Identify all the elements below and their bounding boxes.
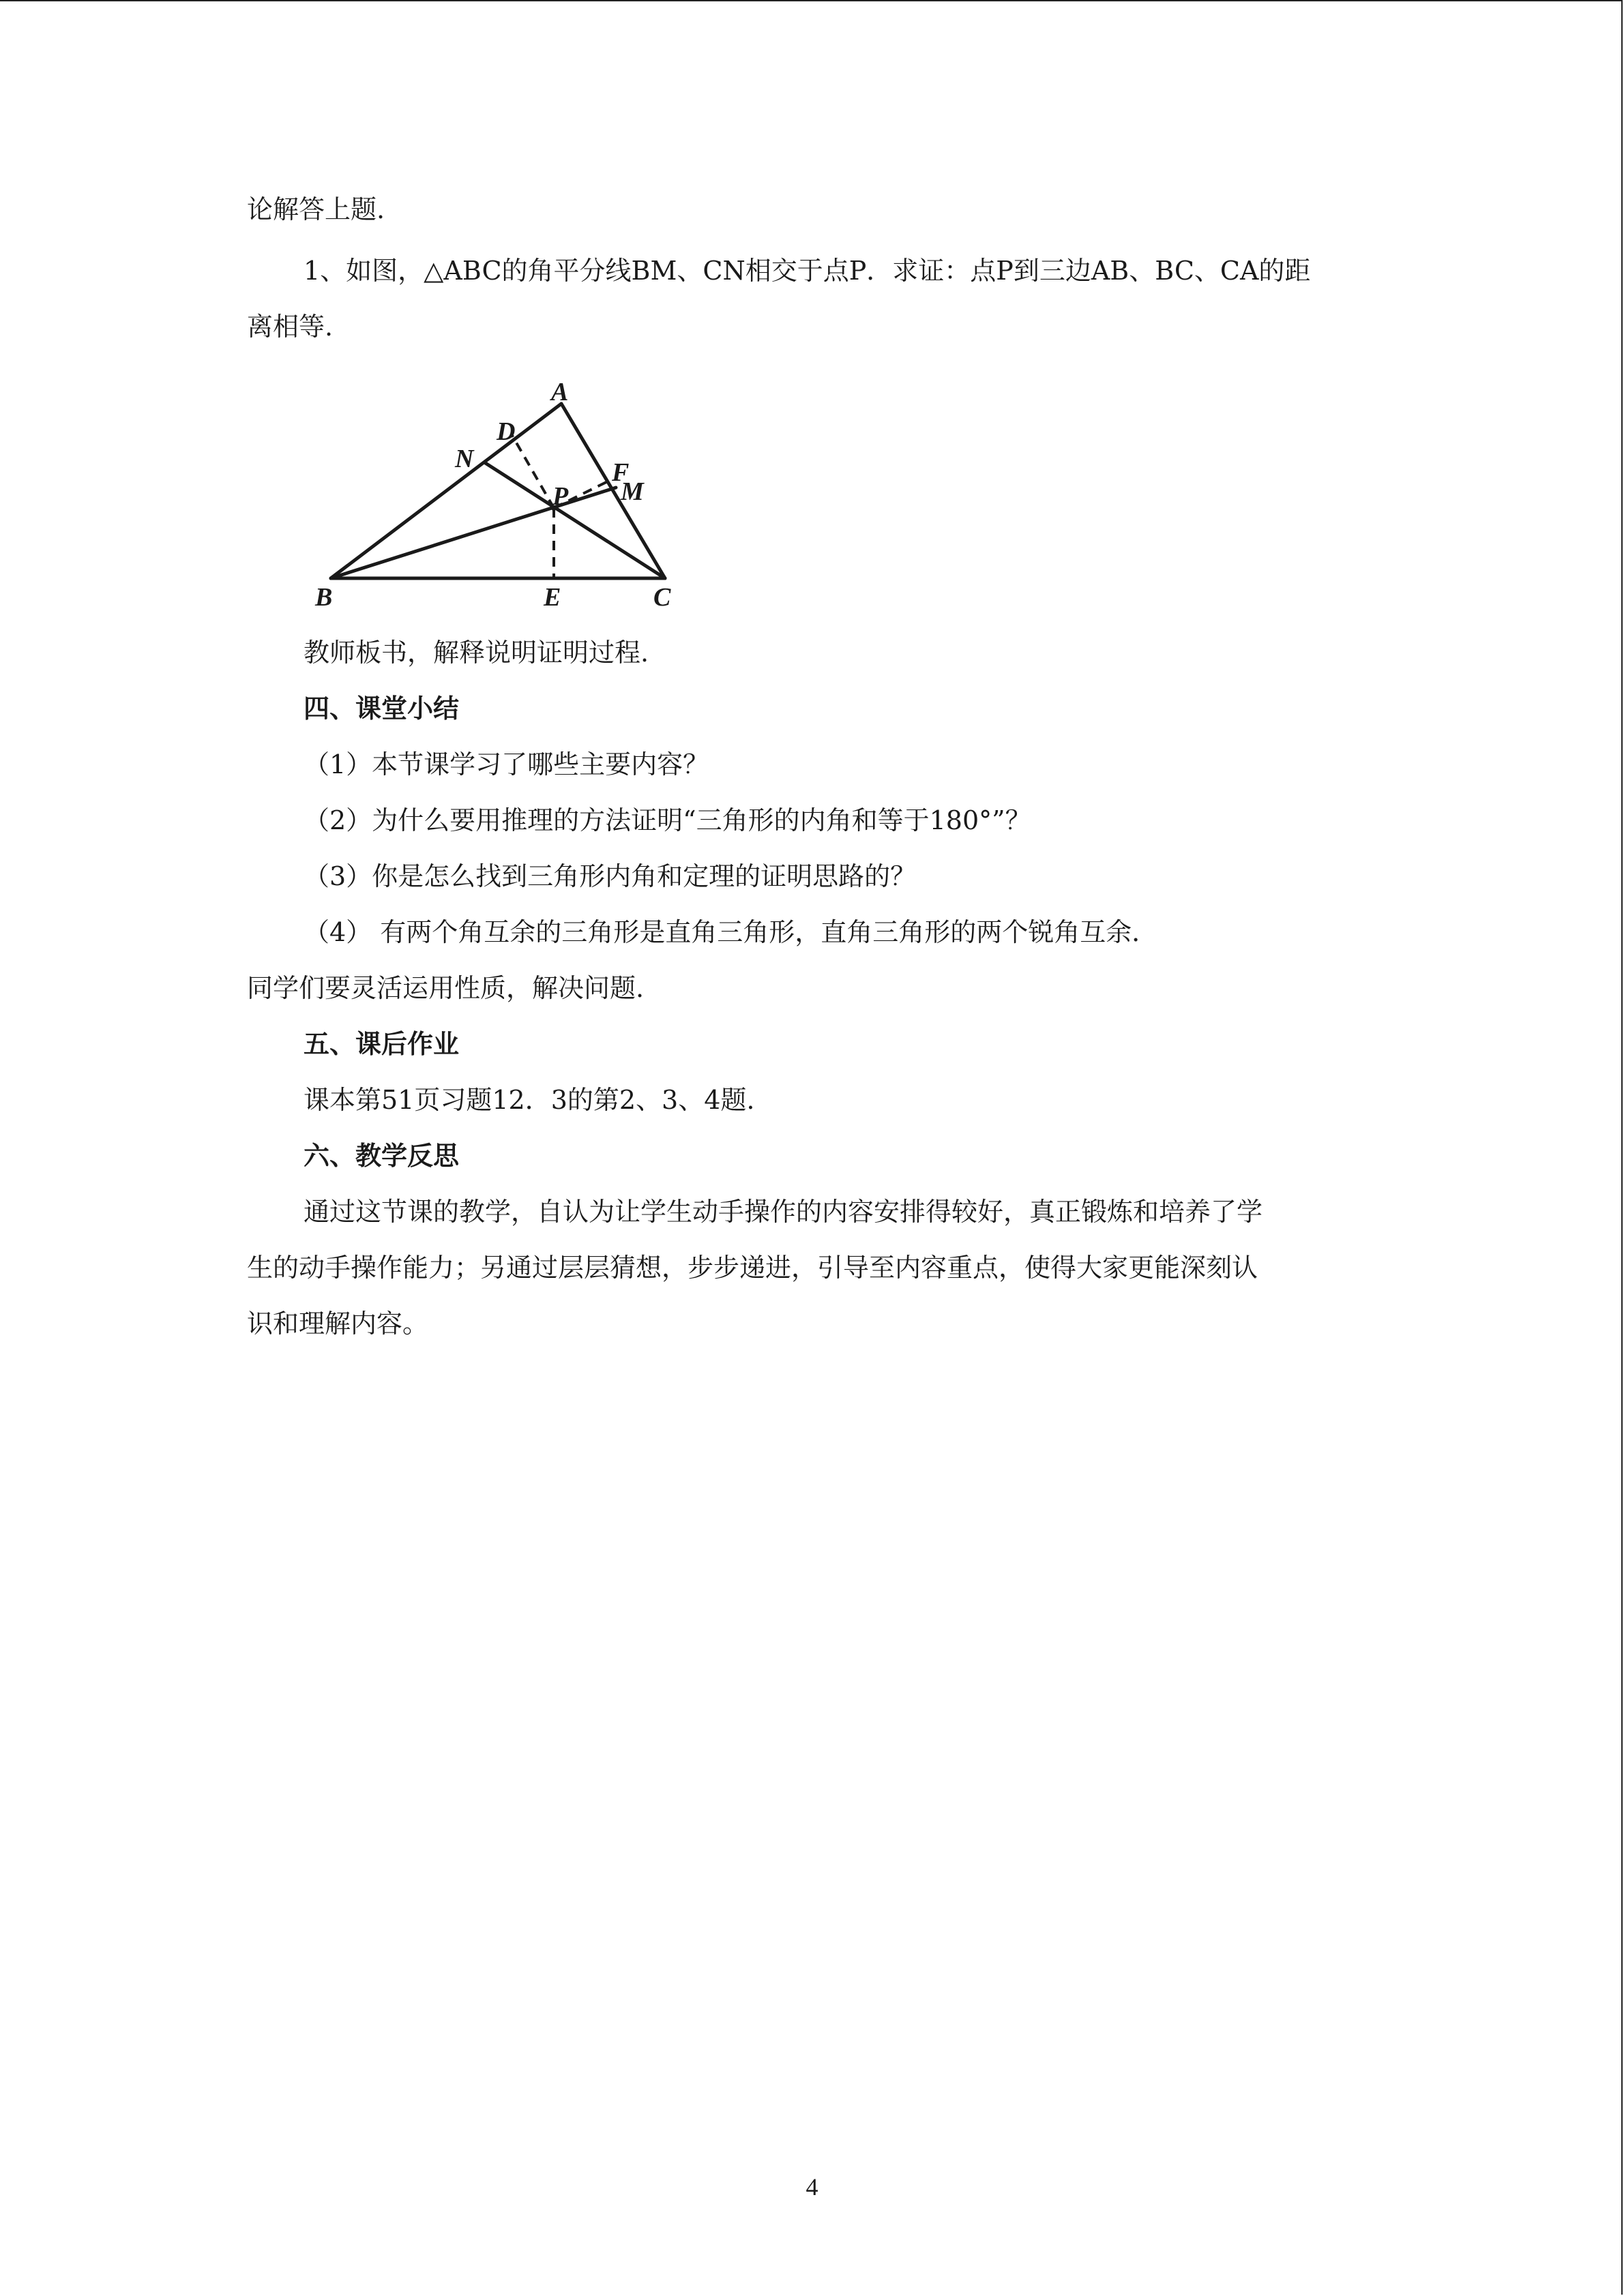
label-n: N [455, 445, 474, 473]
geometry-figure [300, 372, 696, 617]
label-c: C [653, 583, 671, 612]
perpendicular-pd [512, 434, 554, 508]
side-ac [561, 404, 665, 578]
problem-1-line-2: 离相等. [247, 312, 334, 342]
label-e: E [544, 583, 561, 612]
reflection-line-3: 识和理解内容。 [247, 1309, 429, 1339]
reflection-line-1: 通过这节课的教学，自认为让学生动手操作的内容安排得较好，真正锻炼和培养了学 [304, 1197, 1263, 1227]
label-a: A [551, 378, 569, 406]
label-d: D [497, 417, 516, 446]
summary-item-4: （4） 有两个角互余的三角形是直角三角形，直角三角形的两个锐角互余． [304, 917, 1158, 947]
section-heading-homework: 五、课后作业 [304, 1028, 460, 1059]
text-line-1: 论解答上题. [247, 194, 385, 224]
section-heading-reflection: 六、教学反思 [304, 1140, 460, 1171]
label-f: F [612, 458, 630, 487]
summary-conclusion: 同学们要灵活运用性质，解决问题. [247, 973, 645, 1003]
summary-item-3: （3）你是怎么找到三角形内角和定理的证明思路的？ [304, 861, 917, 891]
reflection-line-2: 生的动手操作能力；另通过层层猜想，步步递进，引导至内容重点，使得大家更能深刻认 [247, 1253, 1258, 1283]
label-b: B [315, 583, 333, 612]
teacher-note: 教师板书，解释说明证明过程. [304, 638, 649, 668]
label-p: P [552, 482, 569, 511]
section-heading-summary: 四、课堂小结 [304, 693, 460, 724]
summary-item-1: （1）本节课学习了哪些主要内容？ [304, 749, 709, 779]
page-number: 4 [806, 2173, 818, 2201]
summary-item-2: （2）为什么要用推理的方法证明“三角形的内角和等于180°”？ [304, 805, 1031, 835]
homework-text: 课本第51页习题12．3的第2、3、4题. [304, 1085, 755, 1115]
bisector-bm [331, 488, 616, 578]
label-m: M [621, 477, 644, 506]
problem-1-line-1: 1、如图，△ABC的角平分线BM、CN相交于点P．求证：点P到三边AB、BC、CA的距 [304, 256, 1311, 286]
